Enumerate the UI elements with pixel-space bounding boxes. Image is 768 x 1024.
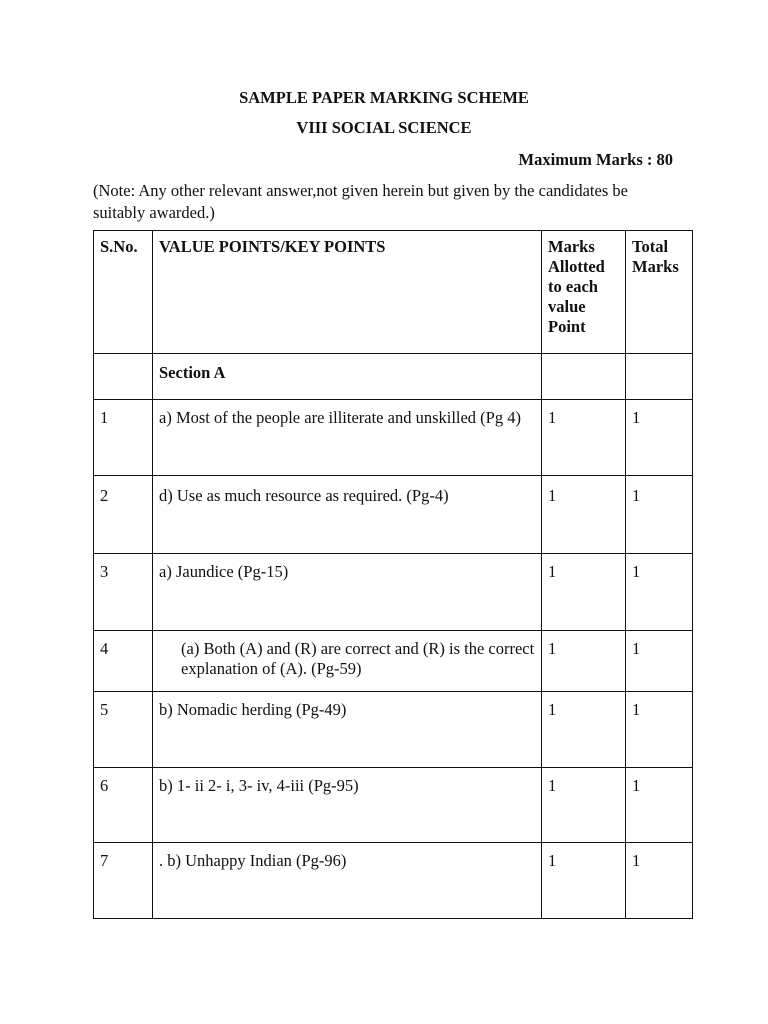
row-value-point: a) Most of the people are illiterate and unskilled (Pg 4) [153, 400, 542, 476]
section-empty-cell [94, 354, 153, 400]
column-header-sno: S.No. [94, 231, 153, 354]
row-sno: 7 [94, 843, 153, 919]
row-value-point: a) Jaundice (Pg-15) [153, 554, 542, 631]
row-total: 1 [626, 631, 693, 692]
row-value-point: b) 1- ii 2- i, 3- iv, 4-iii (Pg-95) [153, 768, 542, 843]
section-row [94, 354, 693, 400]
row-sno: 3 [94, 554, 153, 631]
row-total: 1 [626, 400, 693, 476]
section-empty-cell [542, 354, 626, 400]
row-marks: 1 [542, 768, 626, 843]
row-sno: 2 [94, 476, 153, 554]
table-row [94, 400, 693, 476]
maximum-marks: Maximum Marks : 80 [518, 150, 673, 169]
row-total: 1 [626, 476, 693, 554]
table-row [94, 768, 693, 843]
section-empty-cell [626, 354, 693, 400]
row-value-point: . b) Unhappy Indian (Pg-96) [153, 843, 542, 919]
section-label: Section A [153, 354, 542, 400]
row-marks: 1 [542, 631, 626, 692]
row-value-point: (a) Both (A) and (R) are correct and (R) is the correct explanation of (A). (Pg-59) [153, 631, 542, 692]
note-text: (Note: Any other relevant answer,not given herein but given by the candidates be suitably awarded.) [93, 181, 628, 222]
row-total: 1 [626, 768, 693, 843]
table-row [94, 631, 693, 692]
row-marks: 1 [542, 554, 626, 631]
table-row [94, 843, 693, 919]
row-sno: 5 [94, 692, 153, 768]
row-total: 1 [626, 554, 693, 631]
column-header-value-points: VALUE POINTS/KEY POINTS [153, 231, 542, 354]
row-marks: 1 [542, 843, 626, 919]
document-subject: VIII SOCIAL SCIENCE [296, 118, 472, 137]
row-total: 1 [626, 843, 693, 919]
row-value-point: d) Use as much resource as required. (Pg-4) [153, 476, 542, 554]
row-marks: 1 [542, 692, 626, 768]
column-header-total-marks: Total Marks [626, 231, 693, 354]
table-row [94, 554, 693, 631]
document-title: SAMPLE PAPER MARKING SCHEME [239, 88, 529, 107]
table-row [94, 692, 693, 768]
row-total: 1 [626, 692, 693, 768]
row-value-point: b) Nomadic herding (Pg-49) [153, 692, 542, 768]
row-sno: 4 [94, 631, 153, 692]
table-header-row [94, 231, 693, 354]
table-row [94, 476, 693, 554]
row-sno: 6 [94, 768, 153, 843]
marking-scheme-table [93, 230, 693, 919]
row-marks: 1 [542, 400, 626, 476]
column-header-marks-allotted: Marks Allotted to each value Point [542, 231, 626, 354]
row-sno: 1 [94, 400, 153, 476]
row-marks: 1 [542, 476, 626, 554]
